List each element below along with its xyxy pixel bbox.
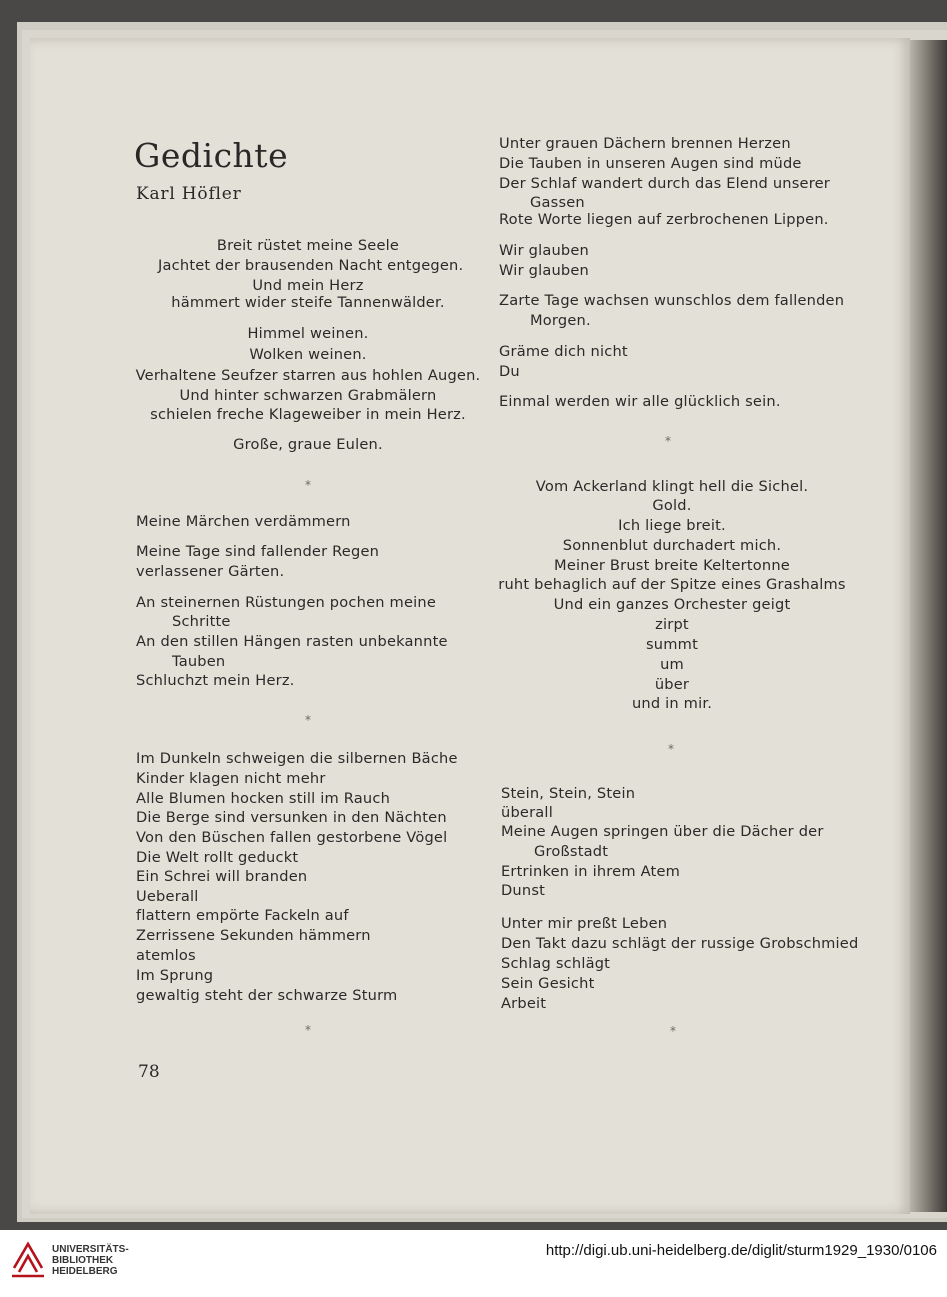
text-line: Stein, Stein, Stein xyxy=(501,785,636,802)
text-line: verlassener Gärten. xyxy=(136,563,285,580)
text-line: Ein Schrei will branden xyxy=(136,868,308,885)
text-line: Breit rüstet meine Seele xyxy=(216,237,400,254)
text-line: ruht behaglich auf der Spitze eines Grashalms xyxy=(498,576,846,593)
text-line: gewaltig steht der schwarze Sturm xyxy=(136,987,398,1004)
text-line: Dunst xyxy=(501,882,546,899)
text-line: Schritte xyxy=(172,613,231,630)
text-line: Zarte Tage wachsen wunschlos dem fallenden xyxy=(499,292,845,309)
text-line: flattern empörte Fackeln auf xyxy=(136,907,349,924)
text-line: Im Sprung xyxy=(136,967,214,984)
text-line: Im Dunkeln schweigen die silbernen Bäche xyxy=(136,750,458,767)
text-line: schielen freche Klageweiber in mein Herz. xyxy=(150,406,466,423)
text-line: Ueberall xyxy=(136,888,199,905)
text-line: Einmal werden wir alle glücklich sein. xyxy=(499,393,781,410)
text-line: Wir glauben xyxy=(499,242,590,259)
library-logo-icon xyxy=(10,1238,46,1278)
text-line: Den Takt dazu schlägt der russige Grobschmied xyxy=(501,935,859,952)
viewer-footer xyxy=(0,1230,947,1297)
separator-star: * xyxy=(668,742,674,756)
text-line: Die Tauben in unseren Augen sind müde xyxy=(499,155,802,172)
text-line: Große, graue Eulen. xyxy=(233,436,383,453)
library-name xyxy=(52,1244,129,1277)
poem-author: Karl Höfler xyxy=(136,184,242,204)
book-spine-shadow xyxy=(910,40,947,1212)
text-line: Und mein Herz xyxy=(252,277,364,294)
text-line: An steinernen Rüstungen pochen meine xyxy=(136,594,437,611)
text-line: hämmert wider steife Tannenwälder. xyxy=(171,294,445,311)
text-line: Gräme dich nicht xyxy=(499,343,628,360)
text-line: Schluchzt mein Herz. xyxy=(136,672,295,689)
text-line: Alle Blumen hocken still im Rauch xyxy=(136,790,391,807)
library-name-line: BIBLIOTHEK xyxy=(52,1255,114,1266)
separator-star: * xyxy=(305,478,311,492)
text-line: Arbeit xyxy=(501,995,547,1012)
text-line: Rote Worte liegen auf zerbrochenen Lippen. xyxy=(499,211,829,228)
separator-star: * xyxy=(670,1024,676,1038)
text-line: Kinder klagen nicht mehr xyxy=(136,770,326,787)
text-line: Gassen xyxy=(530,194,585,211)
text-line: Unter grauen Dächern brennen Herzen xyxy=(499,135,791,152)
library-name-line: HEIDELBERG xyxy=(52,1266,118,1277)
text-line: zirpt xyxy=(655,616,689,633)
text-line: Die Berge sind versunken in den Nächten xyxy=(136,809,447,826)
text-line: summt xyxy=(645,636,698,653)
text-line: und in mir. xyxy=(631,695,713,712)
text-line: Von den Büschen fallen gestorbene Vögel xyxy=(136,829,448,846)
page-number: 78 xyxy=(138,1062,160,1082)
text-line: Verhaltene Seufzer starren aus hohlen Augen. xyxy=(135,367,481,384)
text-line: überall xyxy=(501,804,553,821)
permalink-url[interactable]: http://digi.ub.uni-heidelberg.de/diglit/sturm1929_1930/0106 xyxy=(545,1242,937,1259)
separator-star: * xyxy=(305,713,311,727)
text-line: atemlos xyxy=(136,947,196,964)
text-line: Morgen. xyxy=(530,312,591,329)
text-line: Meine Tage sind fallender Regen xyxy=(136,543,380,560)
text-line: Meine Märchen verdämmern xyxy=(136,513,351,530)
text-line: Jachtet der brausenden Nacht entgegen. xyxy=(158,257,464,274)
text-line: Sonnenblut durchadert mich. xyxy=(562,537,782,554)
poem-title: Gedichte xyxy=(134,136,289,175)
text-line: Der Schlaf wandert durch das Elend unserer xyxy=(499,175,830,192)
text-line: über xyxy=(654,676,690,693)
text-line: Himmel weinen. xyxy=(247,325,369,342)
text-line: Und hinter schwarzen Grabmälern xyxy=(179,387,437,404)
text-line: Ich liege breit. xyxy=(618,517,726,534)
text-line: Sein Gesicht xyxy=(501,975,595,992)
text-line: Schlag schlägt xyxy=(501,955,611,972)
text-line: um xyxy=(660,656,684,673)
text-line: Meine Augen springen über die Dächer der xyxy=(501,823,824,840)
text-line: Vom Ackerland klingt hell die Sichel. xyxy=(535,478,809,495)
text-line: An den stillen Hängen rasten unbekannte xyxy=(136,633,448,650)
library-name-line: UNIVERSITÄTS- xyxy=(52,1244,129,1255)
text-line: Zerrissene Sekunden hämmern xyxy=(136,927,371,944)
text-line: Du xyxy=(499,363,520,380)
separator-star: * xyxy=(665,434,671,448)
text-line: Die Welt rollt geduckt xyxy=(136,849,299,866)
text-line: Wir glauben xyxy=(499,262,590,279)
text-line: Unter mir preßt Leben xyxy=(501,915,668,932)
text-line: Wolken weinen. xyxy=(249,346,367,363)
text-line: Gold. xyxy=(652,497,692,514)
text-line: Tauben xyxy=(172,653,226,670)
text-line: Ertrinken in ihrem Atem xyxy=(501,863,681,880)
text-line: Großstadt xyxy=(534,843,609,860)
separator-star: * xyxy=(305,1023,311,1037)
text-line: Meiner Brust breite Keltertonne xyxy=(554,557,790,574)
text-line: Und ein ganzes Orchester geigt xyxy=(553,596,791,613)
